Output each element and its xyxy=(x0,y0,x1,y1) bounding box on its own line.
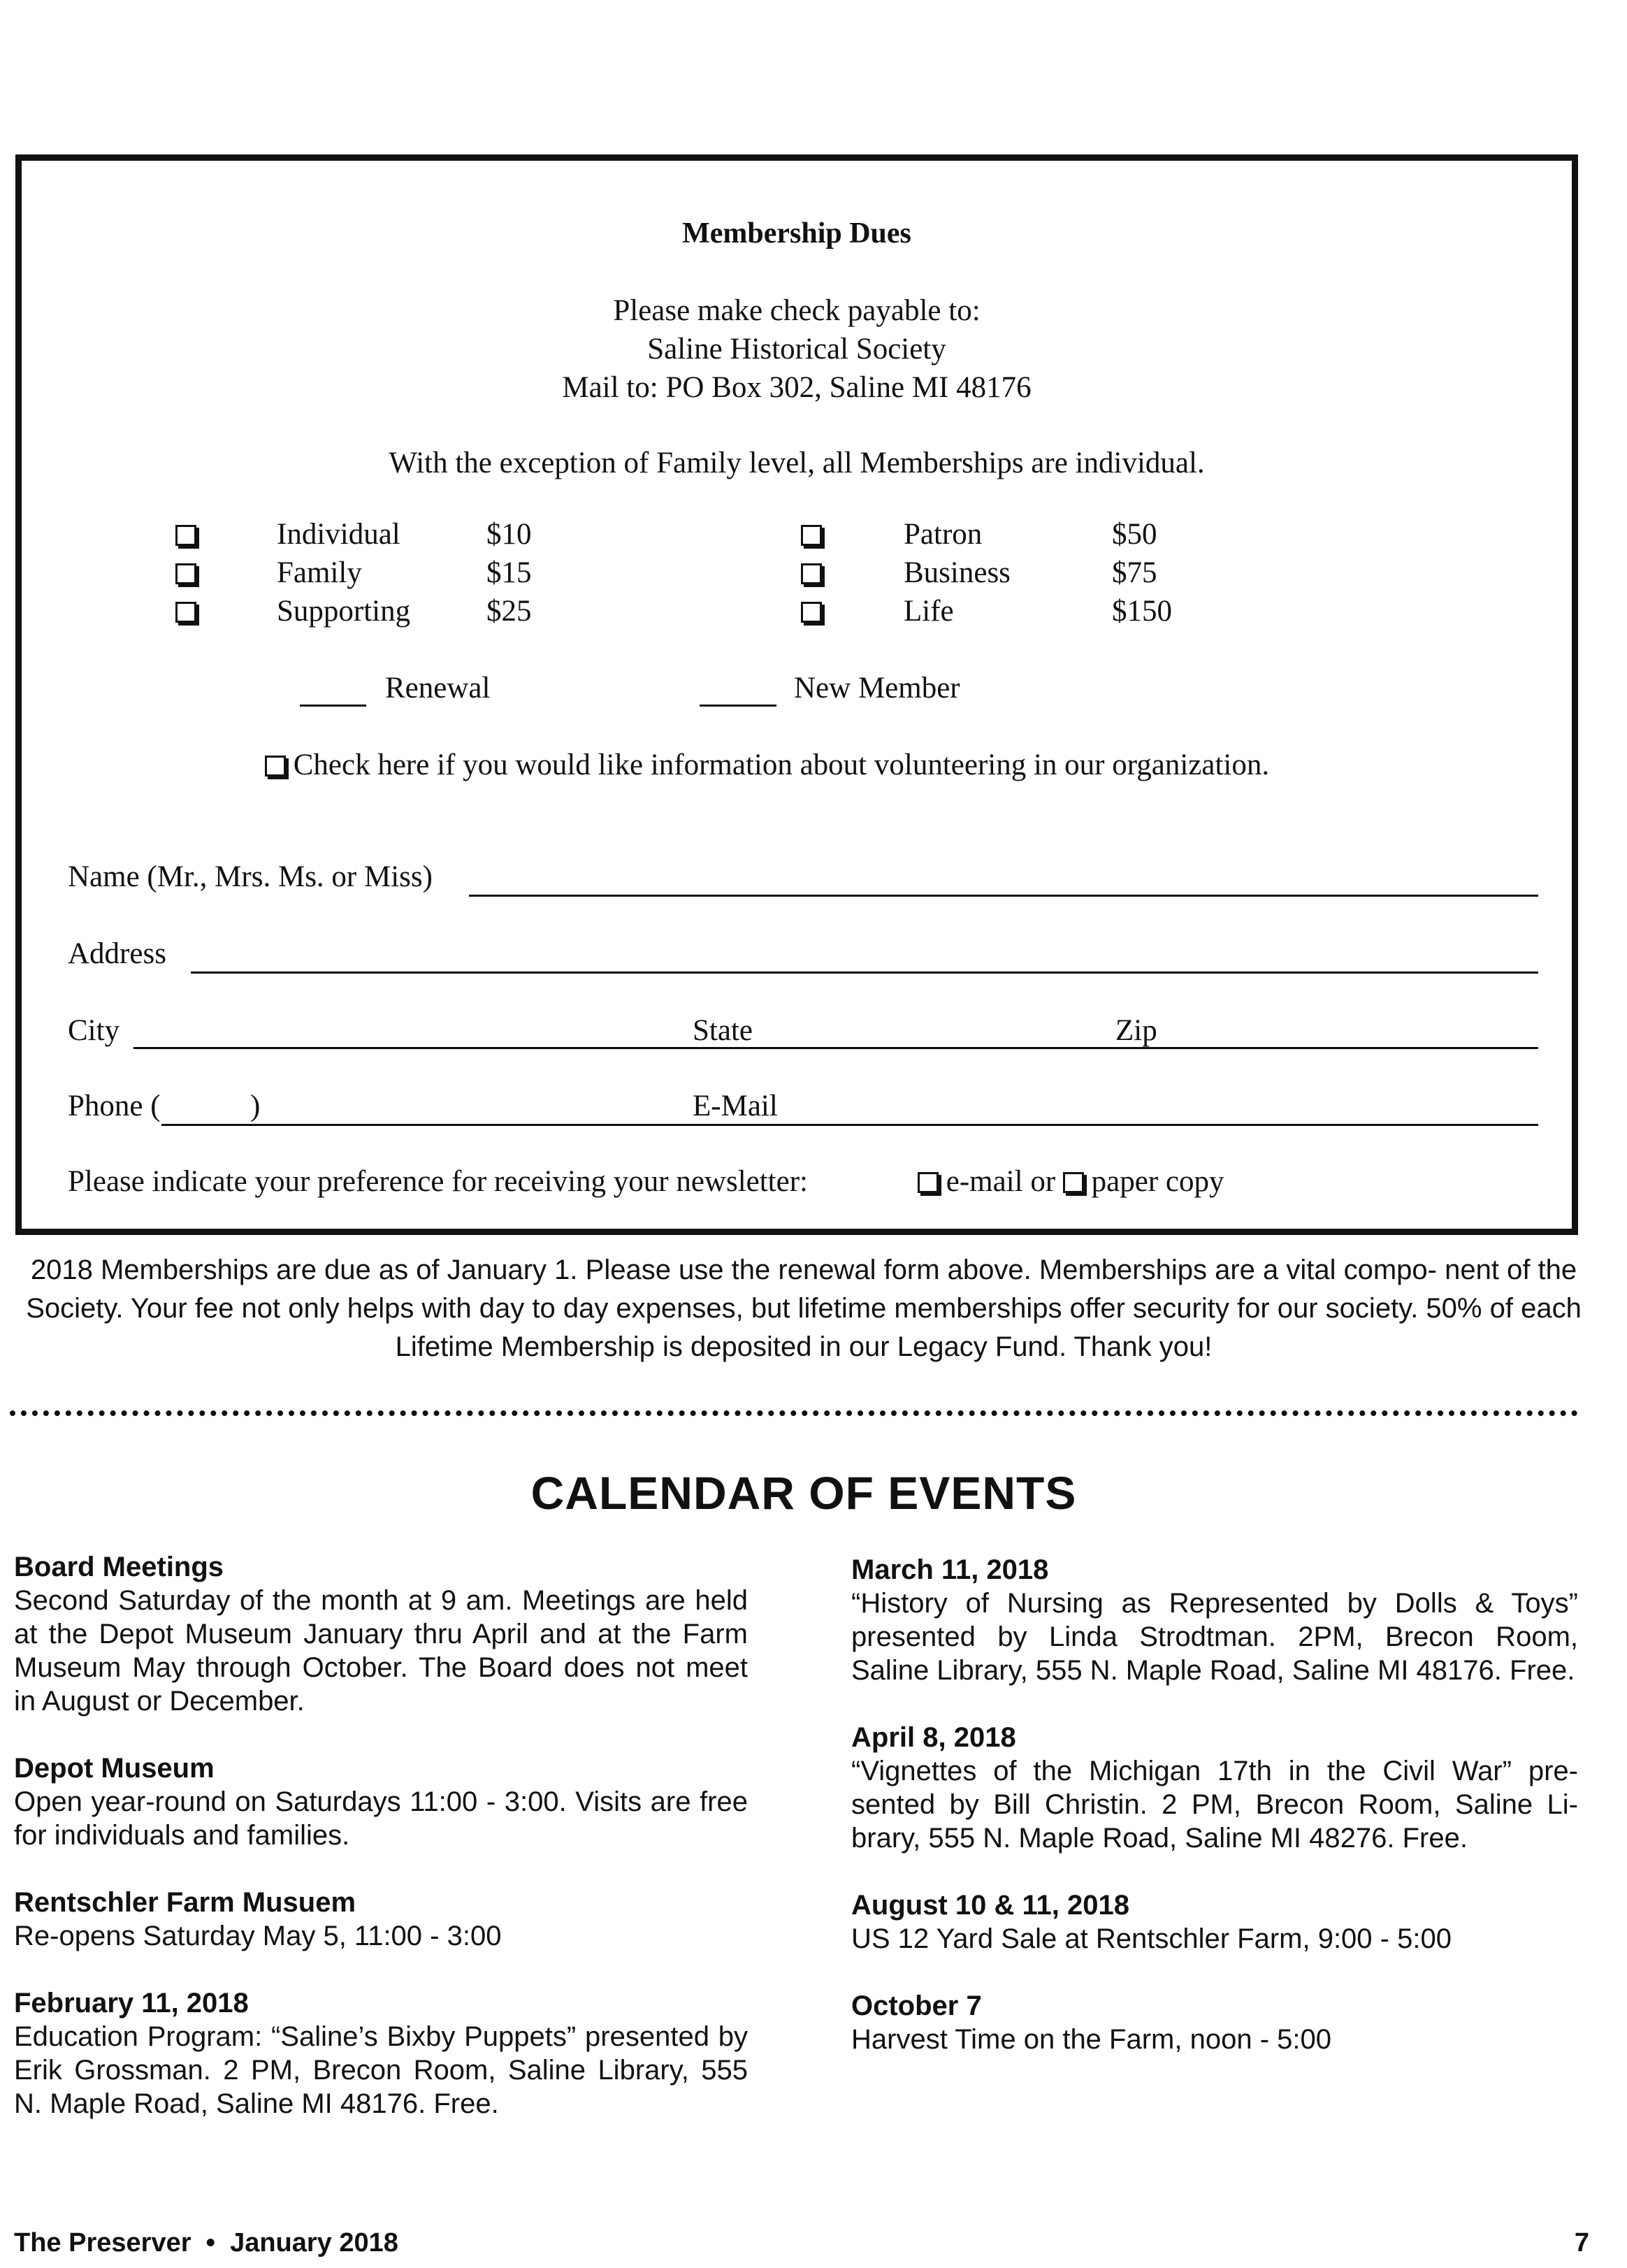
event-title: Board Meetings xyxy=(14,1552,224,1582)
renewal-label: Renewal xyxy=(385,672,491,705)
level-life[interactable] xyxy=(801,594,822,628)
event-title: Depot Museum xyxy=(14,1753,215,1784)
event-title: Rentschler Farm Musuem xyxy=(14,1887,356,1918)
new-member-label: New Member xyxy=(794,672,960,705)
exception-note: With the exception of Family level, all Memberships are individual. xyxy=(389,447,1205,479)
zip-label: Zip xyxy=(1115,1014,1157,1047)
event-entry xyxy=(14,1886,748,1953)
event-entry xyxy=(851,1888,1578,1956)
calendar-left-column xyxy=(14,1550,748,2154)
pref-email-option[interactable] xyxy=(918,1164,1224,1199)
event-body: Education Program: “Saline’s Bixby Puppets” presented by Erik Grossman. 2 PM, Brecon Room, Saline Library, 555 N. Maple Road, Saline MI 48176. Free. xyxy=(14,2021,748,2119)
level-business[interactable] xyxy=(801,556,822,590)
level-family[interactable] xyxy=(175,556,196,590)
level-price: $150 xyxy=(1112,595,1172,628)
level-price: $75 xyxy=(1112,556,1157,589)
checkbox-individual[interactable] xyxy=(175,525,196,546)
page-number: 7 xyxy=(1574,2228,1589,2258)
mail-to-address: Mail to: PO Box 302, Saline MI 48176 xyxy=(562,371,1032,404)
event-title: August 10 & 11, 2018 xyxy=(851,1890,1129,1921)
level-price: $10 xyxy=(486,518,532,551)
event-body: Re-opens Saturday May 5, 11:00 - 3:00 xyxy=(14,1921,502,1951)
publication-name: The Preserver xyxy=(14,2228,191,2258)
event-body: Open year-round on Saturdays 11:00 - 3:00. Visits are free for individuals and families. xyxy=(14,1786,748,1851)
checkbox-email-pref[interactable] xyxy=(918,1172,939,1193)
event-entry xyxy=(14,1550,748,1718)
level-name: Supporting xyxy=(277,595,411,628)
state-label: State xyxy=(693,1014,753,1047)
level-price: $25 xyxy=(486,595,532,628)
volunteer-text: Check here if you would like information about volunteering in our organization. xyxy=(293,749,1270,781)
checkbox-supporting[interactable] xyxy=(175,602,196,623)
event-body: “Vignettes of the Michigan 17th in the Civil War” pre- sented by Bill Christin. 2 PM, Brecon Room, Saline Li- brary, 555 N. Maple Road, Saline MI 48276. Free. xyxy=(851,1756,1578,1854)
event-entry xyxy=(851,1553,1578,1687)
volunteer-option[interactable] xyxy=(265,748,1269,782)
checkbox-volunteer[interactable] xyxy=(265,756,286,777)
renewal-blank[interactable] xyxy=(300,705,366,707)
footer-bullet: • xyxy=(205,2228,215,2258)
checkbox-family[interactable] xyxy=(175,563,196,584)
calendar-title: CALENDAR OF EVENTS xyxy=(530,1467,1077,1519)
level-name: Family xyxy=(277,556,362,589)
dues-note: 2018 Memberships are due as of January 1. Please use the renewal form above. Memberships are a vital compo- nent of the Society. Your fee not only helps with day to day expenses, but lifetime memberships offer security for our society. 50% of each Lifetime Membership is deposited in our Legacy Fund. Thank you! xyxy=(26,1255,1582,1362)
event-entry xyxy=(851,1721,1578,1855)
event-body: “History of Nursing as Represented by Dolls & Toys” presented by Linda Strodtman. 2PM, Brecon Room, Saline Library, 555 N. Maple Road, Saline MI 48176. Free. xyxy=(851,1588,1578,1686)
payee-name: Saline Historical Society xyxy=(647,333,946,366)
checkbox-life[interactable] xyxy=(801,602,822,623)
form-title: Membership Dues xyxy=(682,217,911,250)
phone-close-paren: ) xyxy=(250,1090,261,1122)
phone-email-field[interactable] xyxy=(161,1124,1538,1126)
address-label: Address xyxy=(68,937,166,970)
pref-paper-label: paper copy xyxy=(1091,1165,1224,1198)
level-price: $50 xyxy=(1112,518,1157,551)
preference-text: Please indicate your preference for receiving your newsletter: xyxy=(68,1165,808,1198)
event-title: April 8, 2018 xyxy=(851,1722,1016,1753)
email-label: E-Mail xyxy=(693,1090,778,1122)
level-supporting[interactable] xyxy=(175,594,196,628)
level-name: Life xyxy=(904,595,954,628)
event-title: February 11, 2018 xyxy=(14,1988,249,2018)
checkbox-patron[interactable] xyxy=(801,525,822,546)
phone-label: Phone ( xyxy=(68,1090,161,1122)
calendar-right-column xyxy=(851,1553,1578,2090)
name-label: Name (Mr., Mrs. Ms. or Miss) xyxy=(68,860,433,893)
membership-form xyxy=(15,154,1578,1235)
event-entry xyxy=(14,1751,748,1852)
new-member-blank[interactable] xyxy=(700,705,776,707)
issue-date: January 2018 xyxy=(230,2228,398,2258)
dotted-divider xyxy=(10,1410,1578,1416)
event-body: Second Saturday of the month at 9 am. Meetings are held at the Depot Museum January thru April and at the Farm Museum May through October. The Board does not meet in August or December. xyxy=(14,1585,748,1717)
level-name: Patron xyxy=(904,518,983,551)
event-body: US 12 Yard Sale at Rentschler Farm, 9:00 - 5:00 xyxy=(851,1923,1452,1954)
checkbox-paper-pref[interactable] xyxy=(1063,1172,1084,1193)
address-field[interactable] xyxy=(191,972,1538,974)
pref-email-label: e-mail or xyxy=(946,1165,1056,1198)
event-body: Harvest Time on the Farm, noon - 5:00 xyxy=(851,2024,1331,2055)
level-patron[interactable] xyxy=(801,517,822,551)
city-state-zip-field[interactable] xyxy=(133,1047,1538,1049)
level-name: Individual xyxy=(277,518,400,551)
level-individual[interactable] xyxy=(175,517,196,551)
level-name: Business xyxy=(904,556,1011,589)
checkbox-business[interactable] xyxy=(801,563,822,584)
event-entry xyxy=(851,1989,1578,2056)
level-price: $15 xyxy=(486,556,532,589)
name-field[interactable] xyxy=(469,895,1538,897)
event-title: March 11, 2018 xyxy=(851,1554,1049,1585)
event-entry xyxy=(14,1986,748,2121)
event-title: October 7 xyxy=(851,1991,982,2021)
footer-publication xyxy=(14,2228,398,2258)
city-label: City xyxy=(68,1014,120,1047)
payable-line: Please make check payable to: xyxy=(613,294,981,327)
